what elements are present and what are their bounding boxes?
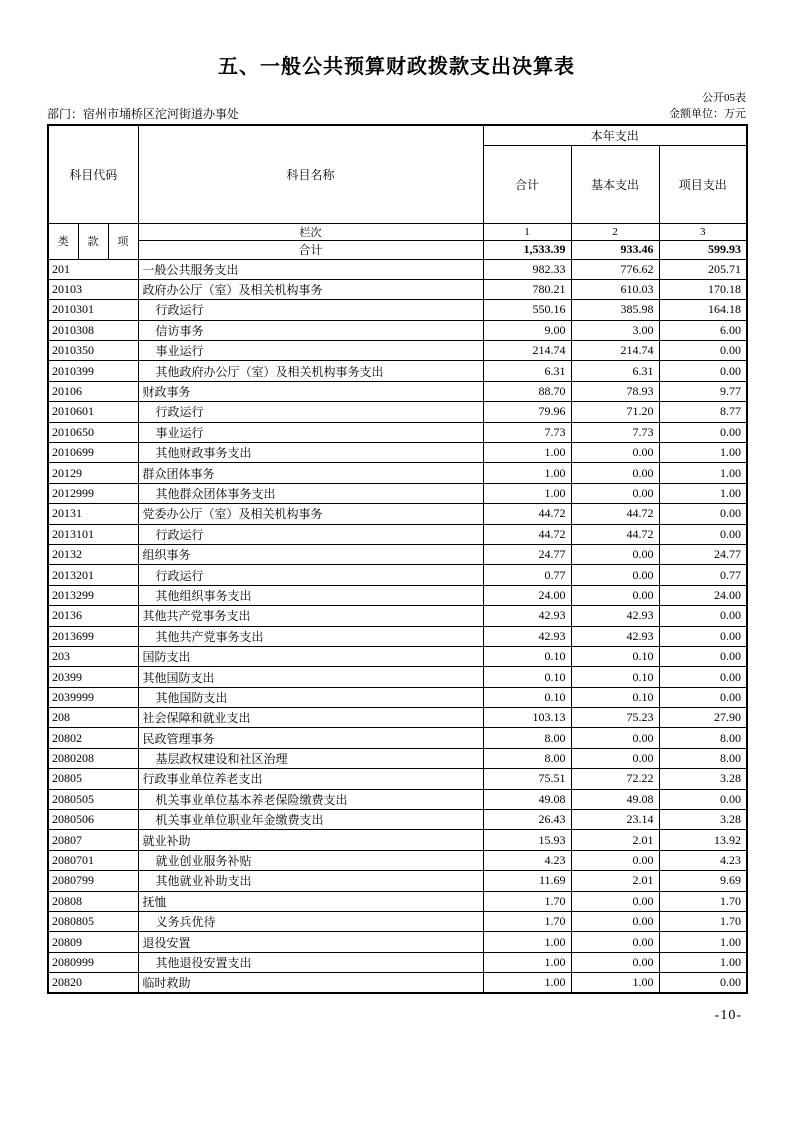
table-row	[48, 912, 747, 932]
total-amount-cell: 42.93	[483, 606, 571, 626]
project-amount-cell: 1.70	[659, 891, 747, 911]
total-amount-cell: 24.77	[483, 544, 571, 564]
subject-code-cell: 20103	[48, 279, 138, 299]
project-amount-cell: 0.00	[659, 422, 747, 442]
col-header-item: 项	[108, 223, 138, 259]
subject-code-cell: 2010301	[48, 300, 138, 320]
table-row	[48, 789, 747, 809]
subject-name-cell: 退役安置	[138, 932, 483, 952]
project-amount-cell: 0.00	[659, 626, 747, 646]
basic-amount-cell: 71.20	[571, 402, 659, 422]
grand-total-row	[48, 240, 747, 259]
total-amount-cell: 1.00	[483, 952, 571, 972]
table-row	[48, 973, 747, 993]
basic-amount-cell: 0.00	[571, 748, 659, 768]
grand-total-amount: 1,533.39	[483, 240, 571, 259]
total-amount-cell: 44.72	[483, 524, 571, 544]
table-row	[48, 279, 747, 299]
total-amount-cell: 214.74	[483, 341, 571, 361]
subject-code-cell: 20132	[48, 544, 138, 564]
col-header-total: 合计	[483, 145, 571, 223]
basic-amount-cell: 776.62	[571, 259, 659, 279]
project-amount-cell: 1.70	[659, 912, 747, 932]
total-amount-cell: 550.16	[483, 300, 571, 320]
table-row	[48, 361, 747, 381]
total-amount-cell: 15.93	[483, 830, 571, 850]
subject-name-cell: 其他共产党事务支出	[138, 606, 483, 626]
project-amount-cell: 1.00	[659, 932, 747, 952]
project-amount-cell: 9.77	[659, 381, 747, 401]
basic-amount-cell: 3.00	[571, 320, 659, 340]
subject-name-cell: 组织事务	[138, 544, 483, 564]
project-amount-cell: 27.90	[659, 708, 747, 728]
total-amount-cell: 0.10	[483, 667, 571, 687]
total-amount-cell: 49.08	[483, 789, 571, 809]
grand-total-label: 合计	[138, 240, 483, 259]
subject-code-cell: 20399	[48, 667, 138, 687]
table-row	[48, 504, 747, 524]
table-row	[48, 606, 747, 626]
project-amount-cell: 0.00	[659, 973, 747, 993]
total-amount-cell: 8.00	[483, 748, 571, 768]
table-row	[48, 381, 747, 401]
table-row	[48, 585, 747, 605]
subject-code-cell: 203	[48, 646, 138, 666]
project-amount-cell: 0.00	[659, 789, 747, 809]
project-amount-cell: 8.00	[659, 728, 747, 748]
expenditure-table	[47, 124, 748, 994]
subject-name-cell: 政府办公厅（室）及相关机构事务	[138, 279, 483, 299]
subject-name-cell: 财政事务	[138, 381, 483, 401]
table-row	[48, 443, 747, 463]
subject-code-cell: 2010350	[48, 341, 138, 361]
subject-name-cell: 行政运行	[138, 300, 483, 320]
subject-name-cell: 群众团体事务	[138, 463, 483, 483]
table-row	[48, 422, 747, 442]
subject-name-cell: 其他共产党事务支出	[138, 626, 483, 646]
subject-code-cell: 20136	[48, 606, 138, 626]
table-row	[48, 300, 747, 320]
basic-amount-cell: 49.08	[571, 789, 659, 809]
total-amount-cell: 1.00	[483, 463, 571, 483]
subject-code-cell: 2010399	[48, 361, 138, 381]
total-amount-cell: 8.00	[483, 728, 571, 748]
table-row	[48, 891, 747, 911]
basic-amount-cell: 44.72	[571, 504, 659, 524]
subject-name-cell: 其他政府办公厅（室）及相关机构事务支出	[138, 361, 483, 381]
basic-amount-cell: 42.93	[571, 626, 659, 646]
subject-code-cell: 2013201	[48, 565, 138, 585]
total-amount-cell: 1.00	[483, 483, 571, 503]
basic-amount-cell: 0.00	[571, 850, 659, 870]
col-header-current-year: 本年支出	[483, 125, 747, 145]
table-row	[48, 259, 747, 279]
basic-amount-cell: 385.98	[571, 300, 659, 320]
subject-name-cell: 信访事务	[138, 320, 483, 340]
project-amount-cell: 4.23	[659, 850, 747, 870]
project-amount-cell: 0.00	[659, 606, 747, 626]
col-header-subject-code: 科目代码	[48, 125, 138, 223]
page-title: 五、一般公共预算财政拨款支出决算表	[218, 56, 575, 78]
project-amount-cell: 170.18	[659, 279, 747, 299]
subject-code-cell: 2080999	[48, 952, 138, 972]
subject-name-cell: 义务兵优待	[138, 912, 483, 932]
project-amount-cell: 164.18	[659, 300, 747, 320]
subject-name-cell: 行政运行	[138, 524, 483, 544]
project-amount-cell: 3.28	[659, 810, 747, 830]
total-amount-cell: 75.51	[483, 769, 571, 789]
subject-name-cell: 机关事业单位基本养老保险缴费支出	[138, 789, 483, 809]
total-amount-cell: 1.00	[483, 443, 571, 463]
project-amount-cell: 9.69	[659, 871, 747, 891]
subject-code-cell: 2013299	[48, 585, 138, 605]
table-row	[48, 402, 747, 422]
table-row	[48, 850, 747, 870]
col-header-section: 款	[78, 223, 108, 259]
basic-amount-cell: 2.01	[571, 871, 659, 891]
subject-code-cell: 2080805	[48, 912, 138, 932]
total-amount-cell: 0.77	[483, 565, 571, 585]
basic-amount-cell: 0.00	[571, 585, 659, 605]
subject-code-cell: 20802	[48, 728, 138, 748]
total-amount-cell: 26.43	[483, 810, 571, 830]
basic-amount-cell: 0.10	[571, 646, 659, 666]
basic-amount-cell: 0.00	[571, 565, 659, 585]
basic-amount-cell: 0.00	[571, 544, 659, 564]
page-number-row	[47, 1008, 746, 1024]
total-amount-cell: 1.70	[483, 912, 571, 932]
subject-code-cell: 2010650	[48, 422, 138, 442]
page-number: -10-	[714, 1008, 742, 1024]
subject-name-cell: 就业创业服务补贴	[138, 850, 483, 870]
subject-code-cell: 2080799	[48, 871, 138, 891]
total-amount-cell: 42.93	[483, 626, 571, 646]
total-amount-cell: 24.00	[483, 585, 571, 605]
subject-code-cell: 2010308	[48, 320, 138, 340]
table-row	[48, 483, 747, 503]
table-row	[48, 810, 747, 830]
unit-note: 金额单位：万元	[669, 108, 746, 120]
subject-name-cell: 机关事业单位职业年金缴费支出	[138, 810, 483, 830]
total-amount-cell: 0.10	[483, 687, 571, 707]
project-amount-cell: 0.00	[659, 646, 747, 666]
department-label: 部门：宿州市埇桥区沱河街道办事处	[47, 107, 240, 121]
project-amount-cell: 0.77	[659, 565, 747, 585]
subject-name-cell: 事业运行	[138, 422, 483, 442]
project-amount-cell: 0.00	[659, 687, 747, 707]
subject-name-cell: 其他国防支出	[138, 667, 483, 687]
subject-name-cell: 就业补助	[138, 830, 483, 850]
subject-name-cell: 基层政权建设和社区治理	[138, 748, 483, 768]
header-row-1	[48, 125, 747, 145]
subject-name-cell: 其他国防支出	[138, 687, 483, 707]
table-row	[48, 871, 747, 891]
total-amount-cell: 9.00	[483, 320, 571, 340]
subject-name-cell: 国防支出	[138, 646, 483, 666]
project-amount-cell: 1.00	[659, 952, 747, 972]
subject-code-cell: 20805	[48, 769, 138, 789]
subject-name-cell: 一般公共服务支出	[138, 259, 483, 279]
subject-code-cell: 20809	[48, 932, 138, 952]
subject-code-cell: 2080208	[48, 748, 138, 768]
col-header-category: 类	[48, 223, 78, 259]
col-header-project: 项目支出	[659, 145, 747, 223]
total-amount-cell: 1.00	[483, 973, 571, 993]
project-amount-cell: 0.00	[659, 504, 747, 524]
subject-code-cell: 2010699	[48, 443, 138, 463]
project-amount-cell: 1.00	[659, 483, 747, 503]
basic-amount-cell: 44.72	[571, 524, 659, 544]
table-row	[48, 708, 747, 728]
header-row-3	[48, 223, 747, 240]
subject-code-cell: 2013699	[48, 626, 138, 646]
total-amount-cell: 79.96	[483, 402, 571, 422]
table-row	[48, 748, 747, 768]
basic-amount-cell: 0.00	[571, 463, 659, 483]
project-amount-cell: 0.00	[659, 341, 747, 361]
total-amount-cell: 6.31	[483, 361, 571, 381]
total-amount-cell: 4.23	[483, 850, 571, 870]
project-amount-cell: 24.00	[659, 585, 747, 605]
subject-name-cell: 其他财政事务支出	[138, 443, 483, 463]
subject-name-cell: 党委办公厅（室）及相关机构事务	[138, 504, 483, 524]
total-amount-cell: 982.33	[483, 259, 571, 279]
project-amount-cell: 8.77	[659, 402, 747, 422]
project-amount-cell: 3.28	[659, 769, 747, 789]
project-amount-cell: 0.00	[659, 524, 747, 544]
subject-code-cell: 201	[48, 259, 138, 279]
total-amount-cell: 0.10	[483, 646, 571, 666]
table-row	[48, 687, 747, 707]
subject-name-cell: 其他就业补助支出	[138, 871, 483, 891]
basic-amount-cell: 72.22	[571, 769, 659, 789]
table-row	[48, 646, 747, 666]
table-row	[48, 769, 747, 789]
basic-amount-cell: 0.10	[571, 687, 659, 707]
project-amount-cell: 1.00	[659, 443, 747, 463]
basic-amount-cell: 0.00	[571, 891, 659, 911]
subject-name-cell: 社会保障和就业支出	[138, 708, 483, 728]
subject-code-cell: 2080506	[48, 810, 138, 830]
total-amount-cell: 7.73	[483, 422, 571, 442]
basic-amount-cell: 78.93	[571, 381, 659, 401]
table-row	[48, 320, 747, 340]
subject-name-cell: 临时救助	[138, 973, 483, 993]
subject-name-cell: 其他退役安置支出	[138, 952, 483, 972]
table-row	[48, 341, 747, 361]
table-row	[48, 830, 747, 850]
col-index-1: 1	[483, 223, 571, 240]
total-amount-cell: 780.21	[483, 279, 571, 299]
project-amount-cell: 0.00	[659, 667, 747, 687]
subject-code-cell: 2080701	[48, 850, 138, 870]
form-code: 公开05表	[702, 92, 746, 104]
project-amount-cell: 24.77	[659, 544, 747, 564]
table-row	[48, 565, 747, 585]
basic-amount-cell: 214.74	[571, 341, 659, 361]
subject-name-cell: 其他群众团体事务支出	[138, 483, 483, 503]
form-code-line	[47, 91, 746, 106]
table-row	[48, 544, 747, 564]
basic-amount-cell: 42.93	[571, 606, 659, 626]
subject-name-cell: 行政运行	[138, 402, 483, 422]
col-index-3: 3	[659, 223, 747, 240]
table-row	[48, 626, 747, 646]
subject-code-cell: 20106	[48, 381, 138, 401]
col-index-2: 2	[571, 223, 659, 240]
subject-code-cell: 208	[48, 708, 138, 728]
table-row	[48, 952, 747, 972]
subject-name-cell: 民政管理事务	[138, 728, 483, 748]
subject-code-cell: 20808	[48, 891, 138, 911]
subject-code-cell: 20807	[48, 830, 138, 850]
table-row	[48, 524, 747, 544]
col-header-column-label: 栏次	[138, 223, 483, 240]
basic-amount-cell: 2.01	[571, 830, 659, 850]
subject-name-cell: 事业运行	[138, 341, 483, 361]
project-amount-cell: 0.00	[659, 361, 747, 381]
meta-row	[47, 106, 746, 123]
subject-name-cell: 行政运行	[138, 565, 483, 585]
subject-code-cell: 20129	[48, 463, 138, 483]
total-amount-cell: 1.00	[483, 932, 571, 952]
total-amount-cell: 44.72	[483, 504, 571, 524]
project-amount-cell: 205.71	[659, 259, 747, 279]
total-amount-cell: 103.13	[483, 708, 571, 728]
basic-amount-cell: 1.00	[571, 973, 659, 993]
table-row	[48, 728, 747, 748]
table-row	[48, 667, 747, 687]
basic-amount-cell: 6.31	[571, 361, 659, 381]
basic-amount-cell: 0.00	[571, 443, 659, 463]
table-row	[48, 463, 747, 483]
basic-amount-cell: 0.00	[571, 728, 659, 748]
content-area	[47, 50, 746, 1024]
subject-code-cell: 2010601	[48, 402, 138, 422]
basic-amount-cell: 0.10	[571, 667, 659, 687]
subject-code-cell: 2012999	[48, 483, 138, 503]
subject-name-cell: 其他组织事务支出	[138, 585, 483, 605]
total-amount-cell: 88.70	[483, 381, 571, 401]
project-amount-cell: 8.00	[659, 748, 747, 768]
subject-name-cell: 行政事业单位养老支出	[138, 769, 483, 789]
grand-total-project: 599.93	[659, 240, 747, 259]
subject-code-cell: 20131	[48, 504, 138, 524]
total-amount-cell: 1.70	[483, 891, 571, 911]
table-header	[48, 125, 747, 259]
subject-code-cell: 2039999	[48, 687, 138, 707]
basic-amount-cell: 23.14	[571, 810, 659, 830]
subject-code-cell: 20820	[48, 973, 138, 993]
project-amount-cell: 1.00	[659, 463, 747, 483]
basic-amount-cell: 610.03	[571, 279, 659, 299]
project-amount-cell: 6.00	[659, 320, 747, 340]
basic-amount-cell: 0.00	[571, 952, 659, 972]
subject-code-cell: 2013101	[48, 524, 138, 544]
project-amount-cell: 13.92	[659, 830, 747, 850]
basic-amount-cell: 0.00	[571, 483, 659, 503]
col-header-subject-name: 科目名称	[138, 125, 483, 223]
table-body	[48, 259, 747, 993]
basic-amount-cell: 75.23	[571, 708, 659, 728]
basic-amount-cell: 0.00	[571, 932, 659, 952]
basic-amount-cell: 7.73	[571, 422, 659, 442]
subject-name-cell: 抚恤	[138, 891, 483, 911]
total-amount-cell: 11.69	[483, 871, 571, 891]
basic-amount-cell: 0.00	[571, 912, 659, 932]
grand-total-basic: 933.46	[571, 240, 659, 259]
col-header-basic: 基本支出	[571, 145, 659, 223]
table-row	[48, 932, 747, 952]
subject-code-cell: 2080505	[48, 789, 138, 809]
